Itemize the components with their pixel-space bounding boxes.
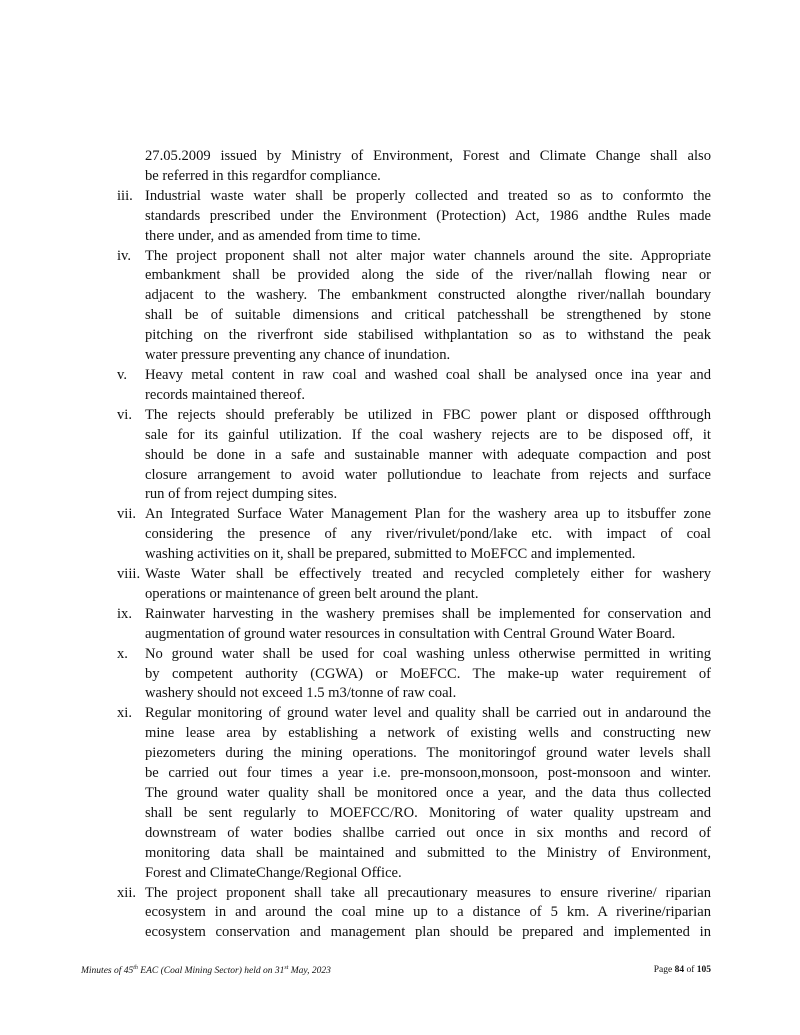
footer-text: May, 2023 <box>288 966 331 977</box>
page-label: Page <box>653 965 675 975</box>
list-item-number: viii. <box>117 566 141 583</box>
list-item <box>117 505 711 565</box>
footer-text: Minutes of 45 <box>81 966 134 977</box>
list-item <box>117 366 711 406</box>
text-line: records maintained thereof. <box>145 386 306 403</box>
text-line: An Integrated Surface Water Management Plan for the washery area up to itsbuffer zone <box>145 506 711 523</box>
footer-text: EAC (Coal Mining Sector) held on 31 <box>137 966 285 977</box>
text-line: shall be of suitable dimensions and critical patchesshall be strengthened by stone <box>145 307 711 324</box>
footer-sup: th <box>133 965 138 971</box>
text-line: Waste Water shall be effectively treated and recycled completely either for washery <box>145 566 711 583</box>
text-line: operations or maintenance of green belt around the plant. <box>145 585 479 602</box>
list-item-number: vi. <box>117 406 132 423</box>
text-line: The project proponent shall take all precautionary measures to ensure riverine/ riparian <box>145 884 711 901</box>
text-line: should be done in a safe and sustainable manner with adequate compaction and post <box>145 446 711 463</box>
page-number <box>654 965 711 975</box>
text-line: augmentation of ground water resources in consultation with Central Ground Water Board. <box>145 625 676 642</box>
text-line: No ground water shall be used for coal washing unless otherwise permitted in writing <box>145 645 711 662</box>
text-line: embankment shall be provided along the side of the river/nallah flowing near or <box>145 267 711 284</box>
text-line: standards prescribed under the Environment (Protection) Act, 1986 andthe Rules made <box>145 207 711 224</box>
list-item <box>117 406 711 506</box>
text-line: be referred in this regardfor compliance. <box>145 167 381 184</box>
list-item <box>117 147 711 187</box>
list-item-number: iii. <box>117 187 133 204</box>
list-item <box>117 704 711 883</box>
text-line: mine lease area by establishing a network of existing wells and constructing new <box>145 725 711 742</box>
text-line: The project proponent shall not alter major water channels around the site. Appropriate <box>145 247 711 264</box>
text-line: Regular monitoring of ground water level and quality shall be carried out in andaround the <box>145 705 711 722</box>
list-item <box>117 605 711 645</box>
document-body <box>117 147 711 943</box>
page-of: of <box>684 965 697 975</box>
text-line: downstream of water bodies shallbe carried out once in six months and record of <box>145 824 711 841</box>
text-line: 27.05.2009 issued by Ministry of Environment, Forest and Climate Change shall also <box>145 148 711 164</box>
text-line: be carried out four times a year i.e. pre-monsoon,monsoon, post-monsoon and winter. <box>145 765 711 782</box>
list-item <box>117 645 711 705</box>
text-line: Forest and ClimateChange/Regional Office. <box>145 864 402 881</box>
text-line: water pressure preventing any chance of inundation. <box>145 347 451 364</box>
text-line: monitoring data shall be maintained and submitted to the Ministry of Environment, <box>145 844 711 861</box>
text-line: ecosystem conservation and management plan should be prepared and implemented in <box>145 924 711 941</box>
page-current: 84 <box>674 965 685 975</box>
text-line: considering the presence of any river/rivulet/pond/lake etc. with impact of coal <box>145 526 711 543</box>
text-line: The ground water quality shall be monitored once a year, and the data thus collected <box>145 785 711 801</box>
text-line: closure arrangement to avoid water pollutiondue to leachate from rejects and surface <box>145 466 711 483</box>
text-line: Rainwater harvesting in the washery premises shall be implemented for conservation and <box>145 605 711 622</box>
text-line: The rejects should preferably be utilized in FBC power plant or disposed offthrough <box>145 406 711 423</box>
text-line: shall be sent regularly to MOEFCC/RO. Monitoring of water quality upstream and <box>145 804 711 821</box>
list-item-number: v. <box>117 366 127 383</box>
list-item <box>117 884 711 944</box>
list-item-number: xii. <box>117 884 137 901</box>
text-line: there under, and as amended from time to time. <box>145 227 421 244</box>
list-item-number: xi. <box>117 705 132 722</box>
list-item-number: x. <box>117 645 128 662</box>
footer-meeting-title <box>81 965 331 976</box>
text-line: Heavy metal content in raw coal and washed coal shall be analysed once ina year and <box>145 366 711 383</box>
text-line: ecosystem in and around the coal mine up to a distance of 5 km. A riverine/riparian <box>145 904 711 921</box>
text-line: pitching on the riverfront side stabilised withplantation so as to withstand the peak <box>145 327 711 344</box>
text-line: sale for its gainful utilization. If the coal washery rejects are to be disposed off, it <box>145 426 711 443</box>
text-line: washing activities on it, shall be prepared, submitted to MoEFCC and implemented. <box>145 546 636 563</box>
list-item <box>117 565 711 605</box>
text-line: run of from reject dumping sites. <box>145 486 338 503</box>
text-line: adjacent to the washery. The embankment constructed alongthe river/nallah boundary <box>145 287 711 304</box>
text-line: washery should not exceed 1.5 m3/tonne of raw coal. <box>145 685 457 702</box>
list-item-number: iv. <box>117 247 132 264</box>
text-line: piezometers during the mining operations. The monitoringof ground water levels shall <box>145 745 711 762</box>
footer-sup: st <box>284 965 289 971</box>
page-total: 105 <box>696 965 711 975</box>
list-item-number: ix. <box>117 605 132 622</box>
list-item <box>117 187 711 247</box>
text-line: by competent authority (CGWA) or MoEFCC. The make-up water requirement of <box>145 665 711 682</box>
text-line: Industrial waste water shall be properly collected and treated so as to conformto the <box>145 187 711 204</box>
list-item-number: vii. <box>117 506 137 523</box>
list-item <box>117 247 711 366</box>
